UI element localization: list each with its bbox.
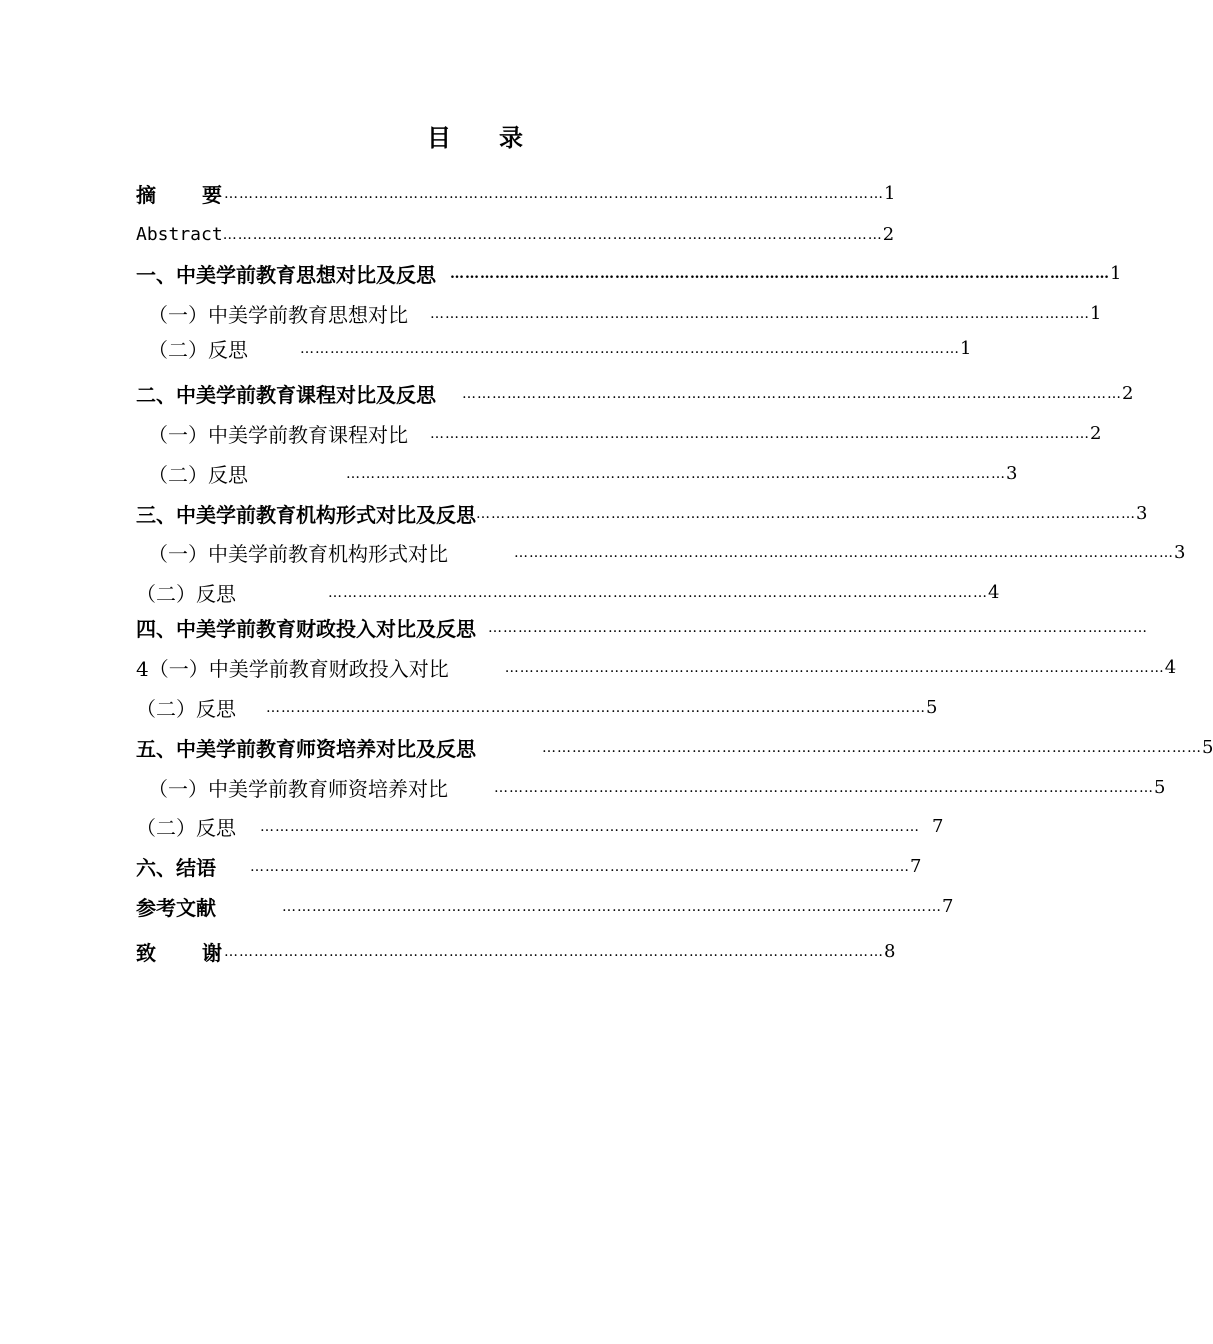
toc-entry-section-1-1[interactable] [148,299,1102,327]
toc-page-number: 2 [882,223,895,245]
toc-leader: …………………………………………………………………………………………………………………… [328,585,988,601]
toc-page-number: 5 [1202,736,1213,758]
toc-entry-label: （一）中美学前教育师资培养对比 [148,776,448,801]
toc-page-number: 4 [988,581,1000,603]
toc-entry-section-3-2[interactable] [136,578,1000,606]
toc-entry-label: （二）反思 [136,696,236,721]
toc-entry-label: （一）中美学前教育课程对比 [148,422,408,447]
toc-page-number: 8 [884,940,896,962]
toc-entry-label: 三、中美学前教育机构形式对比及反思 [136,502,476,527]
toc-entry-abstract-cn[interactable] [136,179,896,207]
toc-entry-section-5[interactable] [136,733,1213,761]
toc-leader: …………………………………………………………………………………………………………………… [462,386,1122,402]
toc-entry-acknowledgements[interactable] [136,937,896,965]
toc-page-number: 7 [910,855,922,877]
toc-leader: …………………………………………………………………………………………………………………… [222,227,883,243]
toc-entry-section-2-1[interactable] [148,419,1102,447]
toc-page-number: 4 [1164,656,1177,678]
toc-page-number: 1 [1110,262,1122,284]
toc-entry-label: 致 谢 [136,940,224,965]
toc-page-number: 5 [1154,776,1166,798]
toc-entry-label: 六、结语 [136,855,216,880]
toc-entry-section-2[interactable] [136,379,1134,407]
toc-entry-label: （二）反思 [148,337,248,362]
toc-entry-section-5-1[interactable] [148,773,1166,801]
toc-leader: …………………………………………………………………………………………………………………… [300,341,960,357]
toc-page-number: 7 [932,815,944,837]
toc-leader: …………………………………………………………………………………………………………………… [430,306,1090,322]
toc-page-number: 1 [884,182,896,204]
toc-entry-label: 摘 要 [136,182,224,207]
toc-entry-section-2-2[interactable] [148,459,1018,487]
toc-leader: …………………………………………………………………………………………………………………… [430,426,1090,442]
toc-entry-label: 一、中美学前教育思想对比及反思 [136,262,436,287]
toc-page-number: 2 [1090,422,1102,444]
toc-leader: …………………………………………………………………………………………………………………… [250,859,910,875]
toc-entry-label: 参考文献 [136,895,216,920]
toc-entry-references[interactable] [136,892,954,920]
toc-entry-label: （二）反思 [136,815,236,840]
toc-page-number: 1 [960,337,972,359]
toc-entry-section-1[interactable] [136,259,1122,287]
toc-entry-label: 4（一）中美学前教育财政投入对比 [136,656,449,681]
title-char-right: 录 [499,124,523,152]
toc-entry-section-4-2[interactable] [136,693,938,721]
toc-entry-section-5-2[interactable] [136,812,944,840]
toc-entry-label: （二）反思 [148,462,248,487]
toc-entry-label: （一）中美学前教育机构形式对比 [148,541,448,566]
toc-leader: …………………………………………………………………………………………………………………… [260,819,920,835]
toc-leader: …………………………………………………………………………………………………………………… [504,660,1165,676]
toc-leader: …………………………………………………………………………………………………………………… [224,186,884,202]
toc-page-number: 2 [1122,382,1134,404]
toc-entry-label: 四、中美学前教育财政投入对比及反思 [136,616,476,641]
toc-entry-label: Abstract [136,223,223,245]
toc-page-number: 3 [1136,502,1148,524]
title-char-left: 目 [427,124,451,152]
toc-entry-label: （一）中美学前教育思想对比 [148,302,408,327]
toc-entry-abstract-en[interactable] [136,220,895,248]
toc-page-number: 1 [1090,302,1102,324]
toc-leader: …………………………………………………………………………………………………………………… [346,466,1006,482]
toc-leader: …………………………………………………………………………………………………………………… [514,545,1174,561]
toc-leader: …………………………………………………………………………………………………………………… [266,700,926,716]
toc-entry-section-4[interactable] [136,613,1148,641]
toc-leader: …………………………………………………………………………………………………………………… [542,740,1202,756]
toc-leader: …………………………………………………………………………………………………………………… [476,506,1136,522]
toc-entry-section-3-1[interactable] [148,538,1186,566]
toc-leader: …………………………………………………………………………………………………………………… [494,780,1154,796]
toc-leader: …………………………………………………………………………………………………………………… [282,899,942,915]
toc-leader: …………………………………………………………………………………………………………………… [224,944,884,960]
toc-page-number: 3 [1174,541,1186,563]
toc-entry-section-3[interactable] [136,499,1148,527]
page-title [0,118,950,153]
toc-entry-conclusion[interactable] [136,852,922,880]
toc-entry-section-4-1[interactable] [136,653,1177,681]
toc-entry-label: 五、中美学前教育师资培养对比及反思 [136,736,476,761]
toc-leader: …………………………………………………………………………………………………………………… [450,266,1110,282]
toc-entry-label: 二、中美学前教育课程对比及反思 [136,382,436,407]
toc-page-number: 7 [942,895,954,917]
toc-entry-label: （二）反思 [136,581,236,606]
toc-leader: …………………………………………………………………………………………………………………… [488,620,1148,636]
toc-page-number: 5 [926,696,938,718]
toc-page-number: 3 [1006,462,1018,484]
toc-entry-section-1-2[interactable] [148,334,972,362]
